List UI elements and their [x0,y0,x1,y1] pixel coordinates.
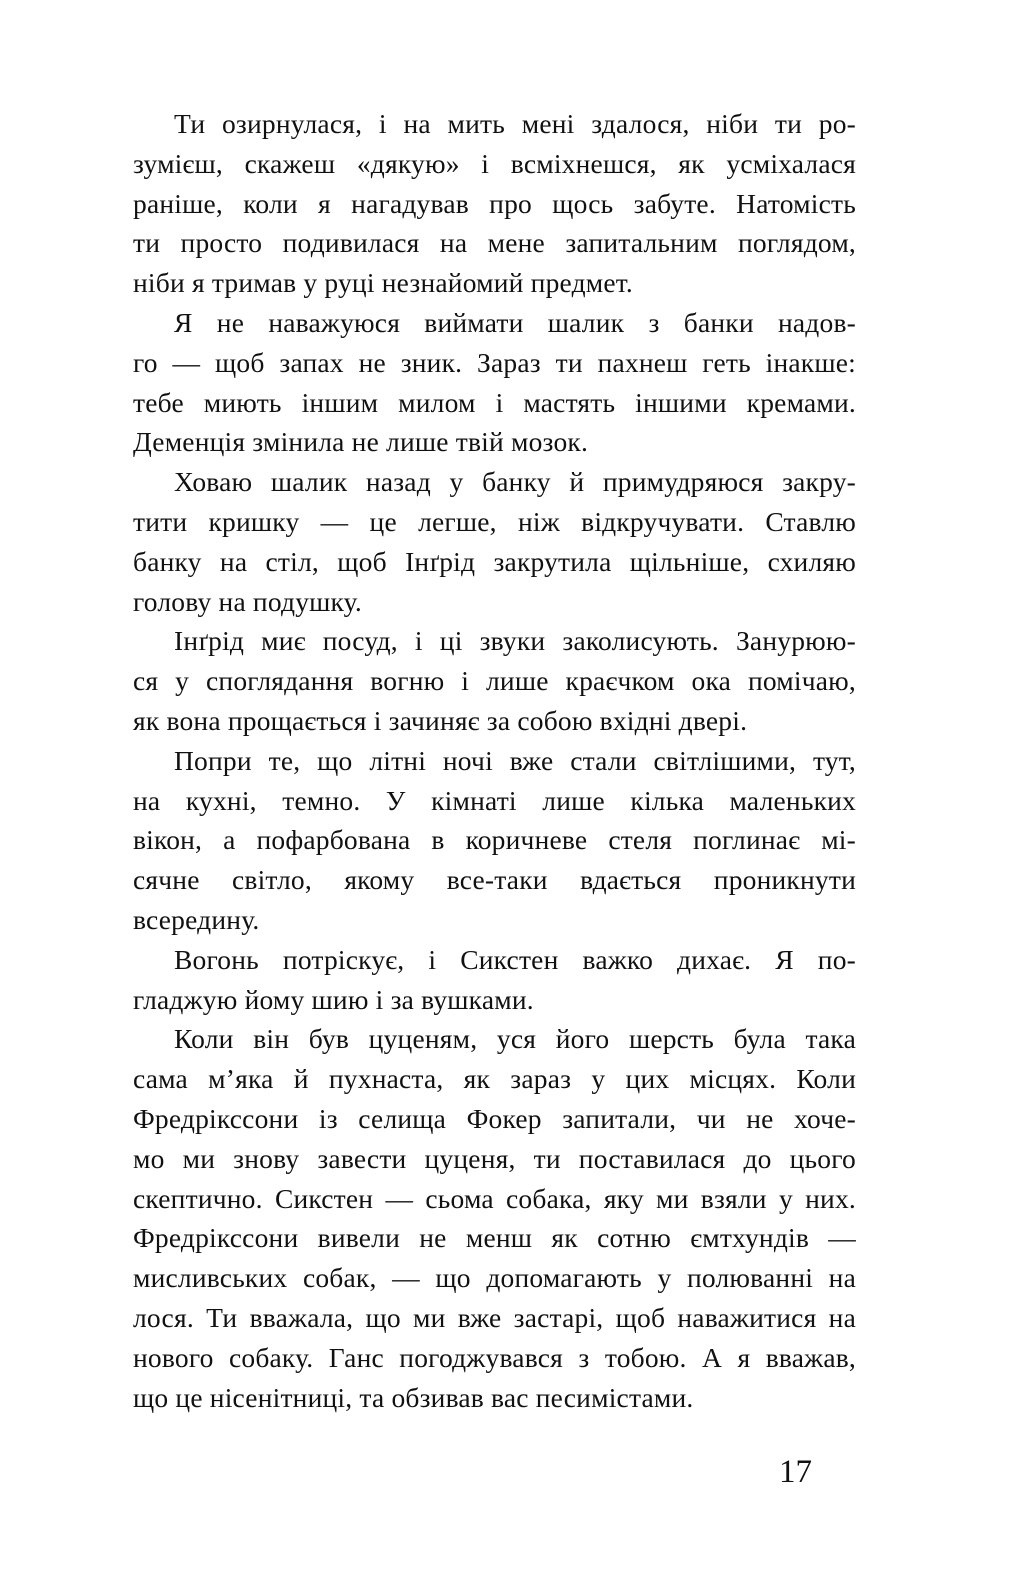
body-text [133,104,856,1417]
text-line: Інґрід миє посуд, і ці звуки заколисують. Занурюю- [174,625,856,657]
text-line: банку на стіл, щоб Інґрід закрутила щільніше, схиляю [133,545,856,577]
paragraph [133,104,856,303]
page-number: 17 [779,1454,812,1490]
text-line: Попри те, що літні ночі вже стали світлішими, тут, [174,744,856,776]
text-line: сама м’яка й пухнаста, як зараз у цих місцях. Коли [133,1063,856,1095]
text-line: нового собаку. Ганс погоджувався з тобою. А я вважав, [133,1341,856,1373]
paragraph [133,621,856,740]
text-line: Деменція змінила не лише твій мозок. [133,426,589,458]
text-line: тити кришку — це легше, ніж відкручувати. Ставлю [133,505,856,537]
text-line: раніше, коли я нагадував про щось забуте. Натомість [133,187,856,219]
text-line: всередину. [133,903,260,935]
text-line: Ти озирнулася, і на мить мені здалося, ніби ти ро- [174,108,856,139]
text-line: зумієш, скажеш «дякую» і всміхнешся, як усміхалася [133,147,856,179]
text-line: на кухні, темно. У кімнаті лише кілька маленьких [133,784,856,816]
text-line: Я не наважуюся виймати шалик з банки надов- [174,306,856,338]
text-line: Фредрікссони із селища Фокер запитали, чи не хоче- [133,1102,856,1134]
text-line: тебе миють іншим милом і мастять іншими кремами. [133,386,856,418]
text-line: Ховаю шалик назад у банку й примудряюся закру- [174,466,856,498]
paragraph [133,303,856,462]
paragraph [133,462,856,621]
text-line: як вона прощається і зачиняє за собою вхідні двері. [133,704,748,736]
text-line: що це нісенітниці, та обзивав вас песимістами. [133,1381,694,1413]
text-line: Вогонь потріскує, і Сикстен важко дихає. Я по- [174,943,856,975]
paragraph [133,1019,856,1417]
text-line: Коли він був цуценям, уся його шерсть була така [174,1023,856,1055]
paragraph [133,940,856,1020]
text-line: ти просто подивилася на мене запитальним поглядом, [133,227,856,259]
text-line: вікон, а пофарбована в коричневе стеля поглинає мі- [133,824,856,856]
text-line: Фредрікссони вивели не менш як сотню ємтхундів — [133,1222,856,1254]
text-line: гладжую йому шию і за вушками. [133,983,534,1015]
text-line: мо ми знову завести цуценя, ти поставилася до цього [133,1142,856,1174]
text-line: ніби я тримав у руці незнайомий предмет. [133,267,633,299]
text-line: го — щоб запах не зник. Зараз ти пахнеш геть інакше: [133,346,856,378]
text-line: лося. Ти вважала, що ми вже застарі, щоб наважитися на [133,1301,856,1333]
text-line: ся у споглядання вогню і лише краєчком ока помічаю, [133,665,856,697]
text-line: скептично. Сикстен — сьома собака, яку ми взяли у них. [133,1182,856,1214]
text-line: сячне світло, якому все-таки вдається проникнути [133,864,856,896]
paragraph [133,741,856,940]
text-line: голову на подушку. [133,585,362,617]
text-line: мисливських собак, — що допомагають у полюванні на [133,1262,856,1294]
